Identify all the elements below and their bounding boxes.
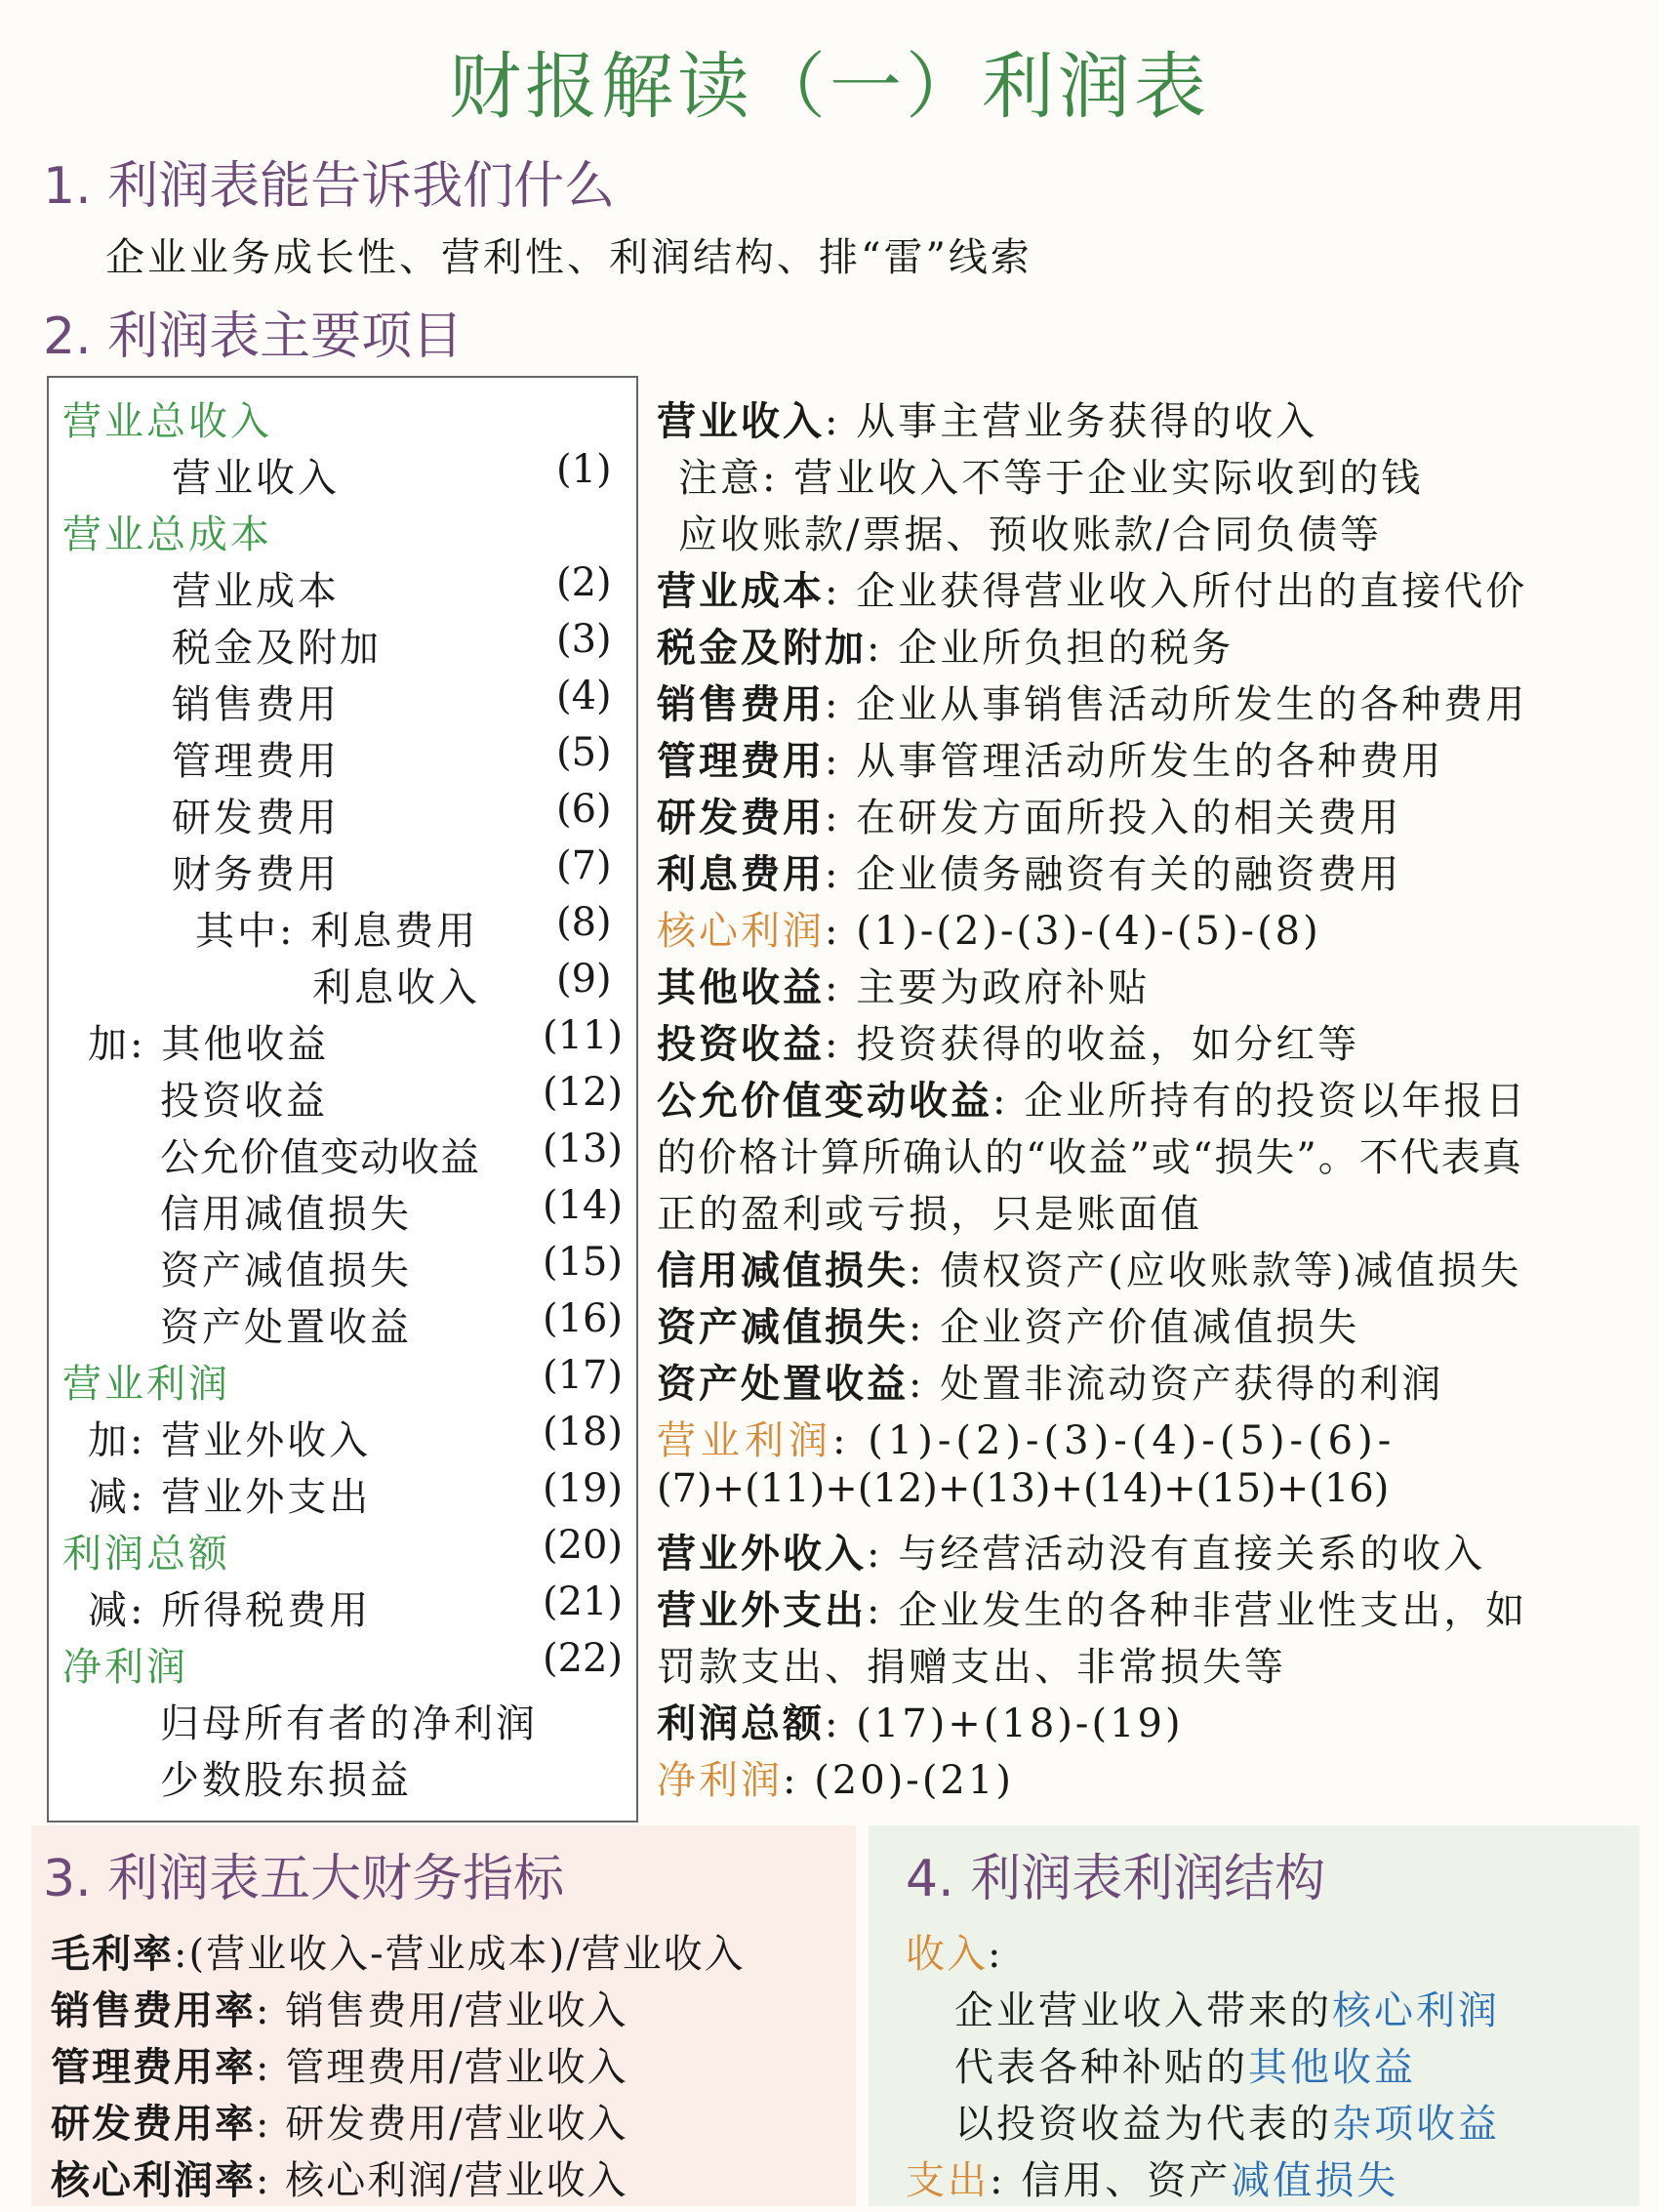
item-number: (15)	[543, 1240, 624, 1285]
item-label: 资产处置收益	[160, 1305, 412, 1350]
definition-row	[657, 1636, 1286, 1692]
expense-text: : 信用、资产	[990, 2158, 1232, 2203]
item-label: 利息收入	[312, 965, 480, 1010]
definition-row	[657, 1749, 1014, 1805]
income-row	[906, 1923, 1002, 1979]
section4-heading: 4. 利润表利润结构	[906, 1850, 1326, 1908]
ratio-text: : 管理费用/营业收入	[256, 2045, 628, 2090]
item-label: 财务费用	[172, 852, 340, 897]
item-number: (2)	[556, 560, 612, 605]
item-number: (13)	[543, 1126, 624, 1171]
item-number: (12)	[543, 1070, 624, 1115]
definition-term-highlight: 营业利润	[657, 1418, 832, 1463]
item-number: (17)	[543, 1353, 624, 1398]
ratio-row	[51, 2036, 628, 2092]
definition-row	[657, 787, 1401, 842]
definition-text: : 投资获得的收益，如分红等	[825, 1022, 1360, 1067]
item-operating-profit: 营业利润	[62, 1362, 230, 1407]
definition-term: 信用减值损失	[657, 1248, 909, 1293]
structure-line	[954, 2036, 1416, 2092]
item-label: 营业收入	[172, 456, 340, 501]
item-number: (22)	[543, 1636, 624, 1681]
definition-row	[657, 1579, 1527, 1635]
definition-row	[657, 1126, 1523, 1182]
ratio-text: : 销售费用/营业收入	[256, 1988, 628, 2033]
item-label: 销售费用	[172, 682, 340, 727]
item-number: (14)	[543, 1183, 624, 1228]
definition-term: 资产减值损失	[657, 1304, 909, 1350]
item-number: (20)	[543, 1523, 624, 1568]
definition-text: 注意: 营业收入不等于企业实际收到的钱	[678, 456, 1424, 501]
definition-row	[657, 1240, 1521, 1295]
definition-text: : (17)+(18)-(19)	[825, 1701, 1184, 1746]
item-label: 减: 营业外支出	[88, 1475, 372, 1520]
definition-text: : 企业发生的各种非营业性支出，如	[867, 1588, 1528, 1633]
definition-text: 应收账款/票据、预收账款/合同负债等	[678, 512, 1382, 557]
item-label: 投资收益	[160, 1079, 328, 1124]
expense-highlight: 减值损失	[1231, 2158, 1399, 2203]
structure-line-text: 代表各种补贴的	[954, 2045, 1248, 2090]
definition-row	[657, 957, 1150, 1012]
ratio-term: 毛利率	[51, 1931, 174, 1977]
definition-term: 营业收入	[657, 398, 825, 444]
definition-term: 利息费用	[657, 851, 825, 897]
definition-row	[657, 1693, 1184, 1748]
definition-text: : (1)-(2)-(3)-(4)-(5)-(6)-	[832, 1418, 1396, 1463]
item-number: (6)	[556, 787, 612, 832]
ratio-row	[51, 1980, 628, 2035]
definition-term-highlight: 核心利润	[657, 909, 825, 954]
definition-text: : 企业资产价值减值损失	[909, 1305, 1360, 1350]
ratios-panel	[31, 1825, 856, 2206]
definition-row	[657, 730, 1443, 786]
definition-row	[657, 1466, 1389, 1511]
definition-term: 营业外支出	[657, 1587, 867, 1633]
item-label: 其中: 利息费用	[195, 909, 479, 954]
item-label: 研发费用	[172, 796, 340, 840]
ratio-text: : 核心利润/营业收入	[256, 2158, 628, 2203]
definition-row	[678, 504, 1382, 559]
item-label: 公允价值变动收益	[160, 1135, 480, 1180]
item-label: 加: 其他收益	[88, 1022, 330, 1067]
definition-term: 营业外收入	[657, 1531, 867, 1577]
ratio-text: :(营业收入-营业成本)/营业收入	[174, 1932, 746, 1977]
definition-text: 正的盈利或亏损，只是账面值	[657, 1192, 1202, 1237]
ratio-term: 管理费用率	[51, 2044, 256, 2090]
item-number: (3)	[556, 617, 612, 662]
definition-text: : 企业所负担的税务	[867, 626, 1234, 671]
definition-row	[678, 447, 1423, 503]
definition-text: 的价格计算所确认的“收益”或“损失”。不代表真	[657, 1135, 1523, 1180]
definition-row	[657, 843, 1401, 899]
definition-term: 利润总额	[657, 1700, 825, 1746]
definition-row	[657, 1183, 1202, 1239]
structure-line-text: 企业营业收入带来的	[954, 1988, 1332, 2033]
definition-term: 公允价值变动收益	[657, 1078, 992, 1124]
structure-highlight: 其他收益	[1248, 2045, 1416, 2090]
item-label: 减: 所得税费用	[88, 1588, 372, 1633]
definition-text: (7)+(11)+(12)+(13)+(14)+(15)+(16)	[657, 1466, 1390, 1511]
section2-heading: 2. 利润表主要项目	[43, 307, 464, 366]
definition-row	[657, 1013, 1359, 1069]
item-number: (16)	[543, 1296, 624, 1341]
page-title: 财报解读（一）利润表	[449, 45, 1210, 129]
definition-text: : 与经营活动没有直接关系的收入	[867, 1532, 1486, 1577]
ratio-term: 研发费用率	[51, 2101, 256, 2147]
item-label: 营业成本	[172, 569, 340, 614]
ratio-row	[51, 1923, 746, 1979]
item-label: 管理费用	[172, 739, 340, 784]
definition-text: 罚款支出、捐赠支出、非常损失等	[657, 1645, 1286, 1690]
definition-row	[657, 1353, 1443, 1409]
expense-label: 支出	[906, 2158, 990, 2203]
definition-text: : 企业所持有的投资以年报日	[992, 1079, 1528, 1124]
expense-row	[906, 2150, 1398, 2205]
definition-text: : 从事主营业务获得的收入	[825, 399, 1318, 444]
definition-text: : 在研发方面所投入的相关费用	[825, 796, 1402, 840]
item-number: (7)	[556, 843, 612, 888]
income-label: 收入	[906, 1932, 988, 1977]
definition-text: : 主要为政府补贴	[825, 965, 1151, 1010]
definition-row	[657, 1410, 1396, 1465]
income-colon: :	[988, 1932, 1003, 1977]
definition-row	[657, 900, 1321, 956]
section3-heading: 3. 利润表五大财务指标	[43, 1850, 565, 1908]
item-number: (9)	[556, 957, 612, 1002]
item-label: 信用减值损失	[160, 1192, 412, 1237]
structure-line-text: 以投资收益为代表的	[954, 2102, 1332, 2147]
definition-text: : 企业获得营业收入所付出的直接代价	[825, 569, 1528, 614]
definition-row	[657, 674, 1527, 729]
definition-term: 其他收益	[657, 964, 825, 1010]
structure-line	[954, 1980, 1500, 2035]
definition-term: 税金及附加	[657, 625, 867, 671]
definition-term: 营业成本	[657, 568, 825, 614]
definition-row	[657, 560, 1527, 616]
structure-highlight: 杂项收益	[1332, 2102, 1500, 2147]
item-number: (8)	[556, 900, 612, 945]
definition-row	[657, 1296, 1359, 1352]
definition-row	[657, 1523, 1485, 1578]
ratio-term: 销售费用率	[51, 1987, 256, 2033]
item-label: 资产减值损失	[160, 1249, 412, 1293]
item-number: (18)	[543, 1410, 624, 1454]
ratio-text: : 研发费用/营业收入	[256, 2102, 628, 2147]
definition-text: : (20)-(21)	[783, 1758, 1014, 1803]
definition-term: 投资收益	[657, 1021, 825, 1067]
definition-text: : 从事管理活动所发生的各种费用	[825, 739, 1444, 784]
item-net-profit: 净利润	[62, 1645, 188, 1690]
definition-term: 管理费用	[657, 738, 825, 784]
item-number: (11)	[543, 1013, 624, 1058]
item-label: 少数股东损益	[160, 1758, 412, 1803]
definition-term: 研发费用	[657, 795, 825, 840]
item-number: (5)	[556, 730, 612, 775]
structure-highlight: 核心利润	[1332, 1988, 1500, 2033]
definition-text: : 处置非流动资产获得的利润	[909, 1362, 1444, 1407]
item-total-cost: 营业总成本	[62, 512, 272, 557]
definition-row	[657, 390, 1317, 446]
ratio-row	[51, 2150, 628, 2205]
ratio-row	[51, 2093, 628, 2149]
definition-row	[657, 617, 1234, 673]
definition-text: : 企业债务融资有关的融资费用	[825, 852, 1402, 897]
definition-text: : 债权资产(应收账款等)减值损失	[909, 1249, 1522, 1293]
definition-text: : (1)-(2)-(3)-(4)-(5)-(8)	[825, 909, 1321, 954]
item-label: 归母所有者的净利润	[160, 1701, 538, 1746]
definition-row	[657, 1070, 1527, 1126]
item-number: (4)	[556, 674, 612, 718]
item-number: (19)	[543, 1466, 624, 1511]
item-number: (21)	[543, 1579, 624, 1624]
item-total-profit: 利润总额	[62, 1532, 230, 1577]
item-label: 加: 营业外收入	[88, 1418, 372, 1463]
item-total-revenue: 营业总收入	[62, 399, 272, 444]
structure-panel	[869, 1825, 1639, 2206]
ratio-term: 核心利润率	[51, 2157, 256, 2203]
structure-line	[954, 2093, 1500, 2149]
definition-term: 销售费用	[657, 681, 825, 727]
definition-text: : 企业从事销售活动所发生的各种费用	[825, 682, 1528, 727]
section1-text: 企业业务成长性、营利性、利润结构、排“雷”线索	[105, 235, 1032, 280]
item-label: 税金及附加	[172, 626, 382, 671]
item-number: (1)	[556, 447, 612, 492]
definition-term-highlight: 净利润	[657, 1758, 783, 1803]
section1-heading: 1. 利润表能告诉我们什么	[43, 157, 616, 216]
definition-term: 资产处置收益	[657, 1361, 909, 1407]
